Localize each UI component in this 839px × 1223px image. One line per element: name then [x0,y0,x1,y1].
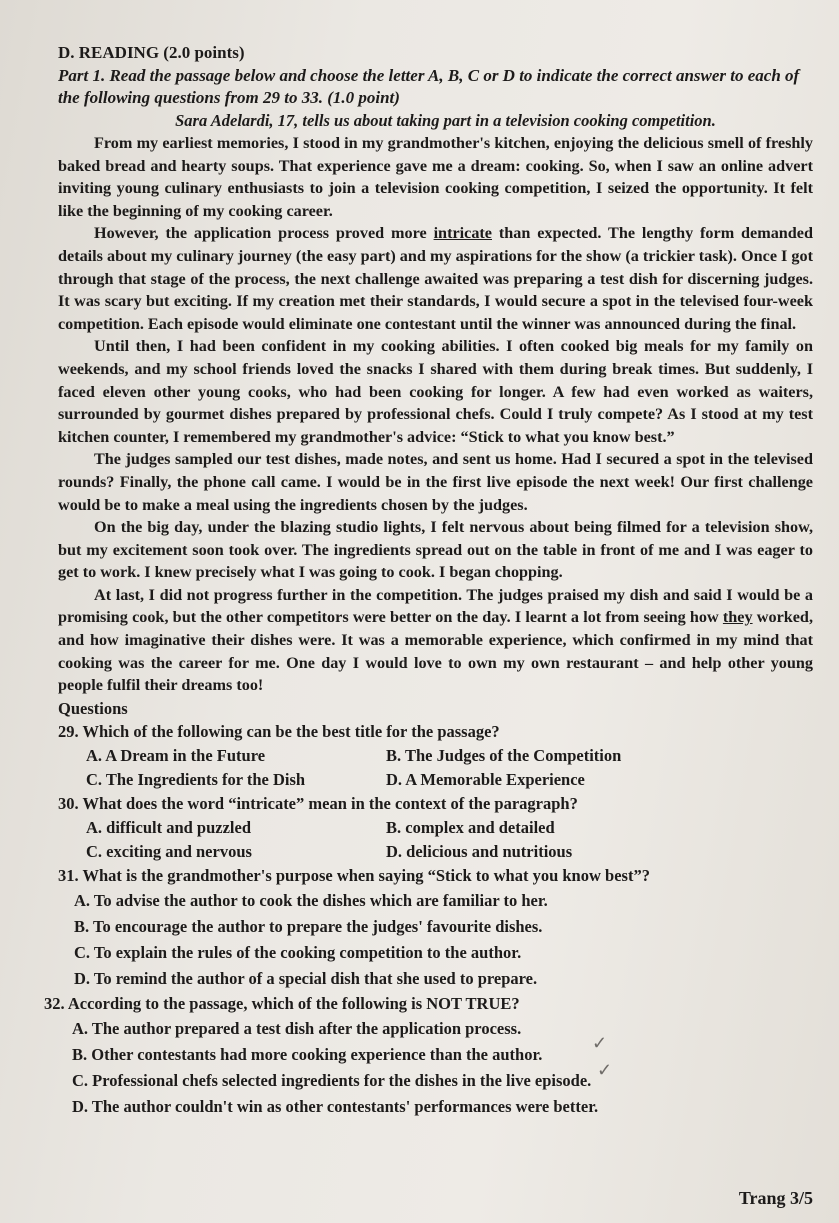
option-b[interactable]: B. To encourage the author to prepare the judges' favourite dishes. [74,916,543,936]
option-d[interactable]: D. delicious and nutritious [386,841,573,861]
paragraph-5: On the big day, under the blazing studio lights, I felt nervous about being filmed for a television show, but my excitement soon took over. The ingredients spread out on the table in front of me and I was eager to get to work. I knew precisely what I was going to cook. I began chopping. [58,518,813,582]
pencil-checkmark-icon: ✓ [597,1060,613,1080]
question-32 [44,992,813,1120]
questions-heading: Questions [58,698,128,718]
option-c[interactable]: C. Professional chefs selected ingredients for the dishes in the live episode. [72,1070,592,1090]
option-d[interactable]: D. A Memorable Experience [386,769,585,789]
option-c[interactable]: C. The Ingredients for the Dish [86,769,306,789]
paragraph-4: The judges sampled our test dishes, made notes, and sent us home. Had I secured a spot in the televised rounds? Finally, the phone call came. I would be in the first live episode the next week! Our first challenge would be to make a meal using the ingredients chosen by the judges. [58,450,813,514]
question-stem: 30. What does the word “intricate” mean in the context of the paragraph? [58,793,578,813]
paragraph-2: However, the application process proved more intricate than expected. The lengthy form demanded details about my culinary journey (the easy part) and my aspirations for the show (a trickier task). Once I got through that stage of the process, the next challenge awaited was preparing a test dish for discerning judges. It was scary but exciting. If my creation met their standards, I would secure a spot in the televised four-week competition. Each episode would eliminate one contestant until the winner was announced during the final. [58,224,813,333]
section-title: D. READING (2.0 points) [58,43,245,62]
pencil-checkmark-icon: ✓ [592,1033,608,1053]
option-a[interactable]: A. difficult and puzzled [86,817,252,837]
option-d[interactable]: D. The author couldn't win as other contestants' performances were better. [72,1096,599,1116]
option-a[interactable]: A. A Dream in the Future [86,745,266,765]
option-b[interactable]: B. Other contestants had more cooking experience than the author. [72,1044,543,1064]
question-31 [58,864,813,992]
option-a[interactable]: A. The author prepared a test dish after the application process. [72,1018,522,1038]
underlined-word-they: they [722,608,753,627]
page-number: Trang 3/5 [738,1188,813,1208]
question-stem: 31. What is the grandmother's purpose when saying “Stick to what you know best”? [58,865,650,885]
underlined-word-intricate: intricate [433,224,492,243]
passage-subtitle: Sara Adelardi, 17, tells us about taking part in a television cooking competition. [175,111,716,130]
question-stem: 32. According to the passage, which of the following is NOT TRUE? [44,993,520,1013]
option-b[interactable]: B. The Judges of the Competition [386,745,622,765]
option-c[interactable]: C. exciting and nervous [86,841,252,861]
options-grid [58,744,813,792]
question-stem: 29. Which of the following can be the best title for the passage? [58,721,500,741]
option-a[interactable]: A. To advise the author to cook the dishes which are familiar to her. [74,890,548,910]
option-d[interactable]: D. To remind the author of a special dish that she used to prepare. [74,968,538,988]
option-b[interactable]: B. complex and detailed [386,817,555,837]
passage [58,132,813,697]
paragraph-6: At last, I did not progress further in the competition. The judges praised my dish and said I would be a promising cook, but the other competitors were better on the day. I learnt a lot from seeing how they worked, and how imaginative their dishes were. It was a memorable experience, which confirmed in my mind that cooking was the career for me. One day I would love to own my own restaurant – and help other young people fulfil their dreams too! [58,585,813,695]
question-29 [58,720,813,792]
paragraph-1: From my earliest memories, I stood in my grandmother's kitchen, enjoying the delicious smell of freshly baked bread and hearty soups. That experience gave me a dream: cooking. So, when I saw an online advert inviting young culinary enthusiasts to join a television cooking competition, I seized the opportunity. It felt like the beginning of my cooking career. [58,134,813,220]
part-instruction: Part 1. Read the passage below and choose the letter A, B, C or D to indicate the correct answer to each of the following questions from 29 to 33. (1.0 point) [58,66,800,107]
option-c[interactable]: C. To explain the rules of the cooking competition to the author. [74,942,522,962]
paragraph-3: Until then, I had been confident in my cooking abilities. I often cooked big meals for my family on weekends, and my school friends loved the snacks I shared with them during break times. But suddenly, I faced eleven other young cooks, who had been cooking for longer. A few had even worked as waiters, surrounded by gourmet dishes prepared by professional chefs. Could I truly compete? As I stood at my test kitchen counter, I remembered my grandmother's advice: “Stick to what you know best.” [58,337,813,446]
question-30 [58,792,813,864]
options-grid [58,816,813,864]
